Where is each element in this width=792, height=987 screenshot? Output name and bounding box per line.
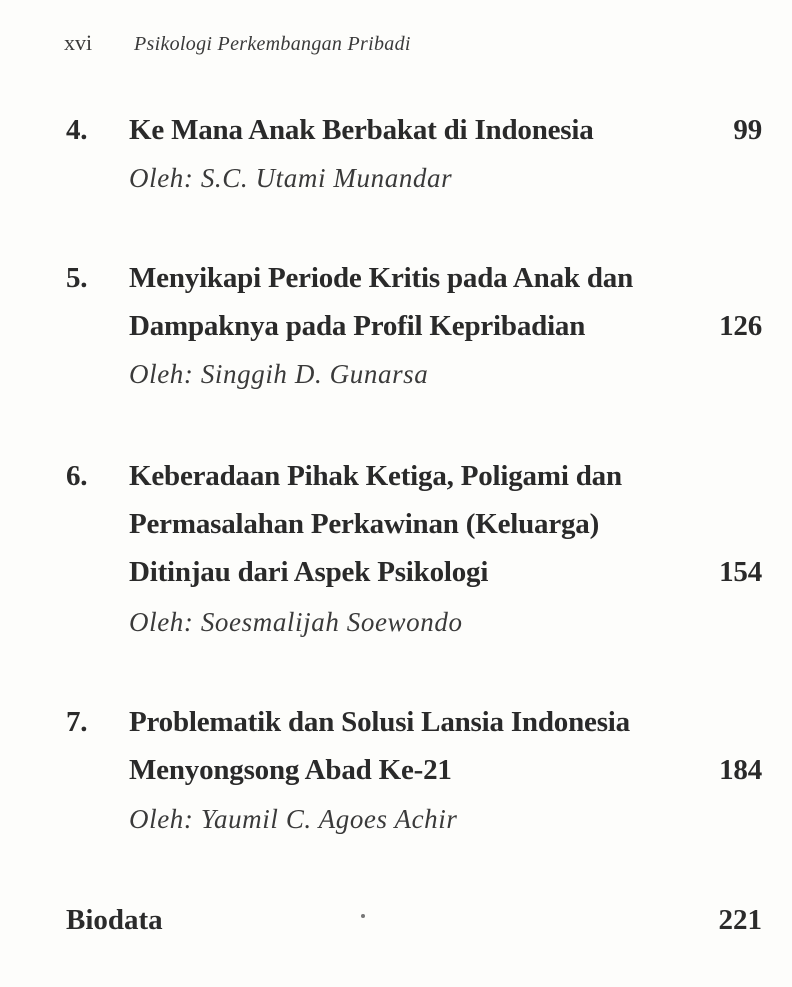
toc-entry-line <box>0 746 792 794</box>
toc-entry-6[interactable] <box>0 452 792 637</box>
chapter-author: Oleh: Soesmalijah Soewondo <box>129 607 463 637</box>
toc-entry-line <box>0 106 792 154</box>
toc-entry-5[interactable] <box>0 254 792 389</box>
chapter-title: Problematik dan Solusi Lansia Indonesia <box>129 706 630 738</box>
chapter-page-number: 126 <box>719 310 762 342</box>
toc-entry-biodata[interactable] <box>0 896 792 944</box>
chapter-title: Menyikapi Periode Kritis pada Anak dan <box>129 262 634 294</box>
chapter-title: Ke Mana Anak Berbakat di Indonesia <box>129 114 594 146</box>
print-speck <box>361 914 365 918</box>
toc-entry-line <box>0 698 792 746</box>
chapter-page-number: 154 <box>719 556 762 588</box>
chapter-author: Oleh: S.C. Utami Munandar <box>129 163 453 193</box>
page-number: xvi <box>64 30 93 55</box>
chapter-number: 7. <box>66 706 88 738</box>
toc-entry-line <box>0 302 792 350</box>
chapter-number: 6. <box>66 460 88 492</box>
chapter-number: 5. <box>66 262 88 294</box>
chapter-number: 4. <box>66 114 88 146</box>
toc-entry-line <box>0 254 792 302</box>
toc-entry-4[interactable] <box>0 106 792 193</box>
chapter-author: Oleh: Singgih D. Gunarsa <box>129 359 429 389</box>
chapter-title-continued: Menyongsong Abad Ke-21 <box>129 754 452 786</box>
toc-entry-line <box>0 548 792 596</box>
chapter-title-continued: Ditinjau dari Aspek Psikologi <box>129 556 489 588</box>
chapter-title-continued: Permasalahan Perkawinan (Keluarga) <box>129 508 600 540</box>
biodata-page-number: 221 <box>718 904 762 936</box>
toc-entry-line <box>0 452 792 500</box>
chapter-page-number: 184 <box>719 754 762 786</box>
chapter-author: Oleh: Yaumil C. Agoes Achir <box>129 804 458 834</box>
toc-entry-line <box>0 500 792 548</box>
running-title: Psikologi Perkembangan Pribadi <box>134 33 411 55</box>
page-header <box>64 30 411 56</box>
chapter-title: Keberadaan Pihak Ketiga, Poligami dan <box>129 460 622 492</box>
toc-entry-7[interactable] <box>0 698 792 834</box>
chapter-page-number: 99 <box>733 114 762 146</box>
chapter-title-continued: Dampaknya pada Profil Kepribadian <box>129 310 586 342</box>
biodata-label: Biodata <box>66 904 163 936</box>
